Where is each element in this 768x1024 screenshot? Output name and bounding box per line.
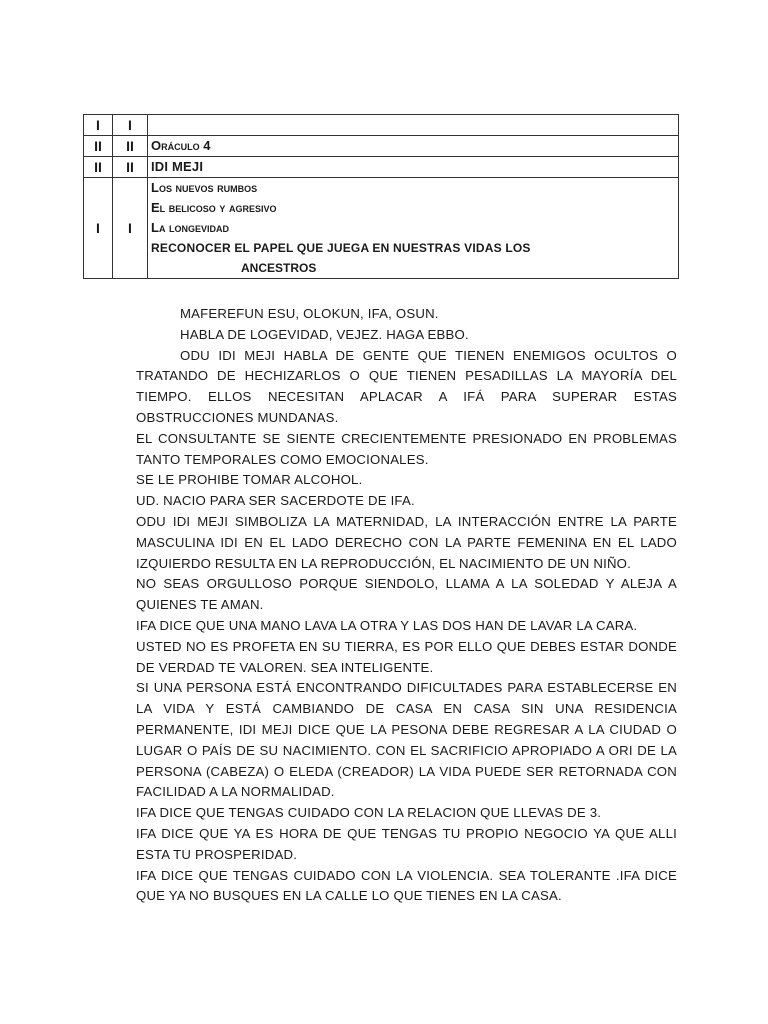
paragraph: EL CONSULTANTE SE SIENTE CRECIENTEMENTE PRESIONADO EN PROBLEMAS TANTO TEMPORALES COMO EMOCIONALES. [136,430,677,467]
mark-left: I [84,115,113,136]
row-text [148,115,679,136]
paragraph: NO SEAS ORGULLOSO PORQUE SIENDOLO, LLAMA A LA SOLEDAD Y ALEJA A QUIENES TE AMAN. [136,576,677,613]
oracle-number: Oráculo 4 [148,136,679,157]
mark-right: I [113,115,148,136]
theme-line: ANCESTROS [241,261,317,275]
paragraph: IFA DICE QUE TENGAS CUIDADO CON LA RELACION QUE LLEVAS DE 3. [136,805,602,821]
oracle-name: IDI MEJI [148,157,679,178]
theme-line: Los nuevos rumbos [151,180,258,195]
mark-right: II [113,136,148,157]
paragraph: ODU IDI MEJI HABLA DE GENTE QUE TIENEN ENEMIGOS OCULTOS O TRATANDO DE HECHIZARLOS O QUE TIENEN PESADILLAS LA MAYORÍA DEL TIEMPO. ELLOS NECESITAN APLACAR A IFÁ PARA SUPERAR ESTAS OBSTRUCCIONES MUNDANAS. [136,347,677,425]
theme-line: El belicoso y agresivo [151,200,277,215]
table-row [84,136,679,157]
paragraph: UD. NACIO PARA SER SACERDOTE DE IFA. [136,493,415,509]
paragraph: SI UNA PERSONA ESTÁ ENCONTRANDO DIFICULTADES PARA ESTABLECERSE EN LA VIDA Y ESTÁ CAMBIANDO DE CASA EN CASA SIN UNA RESIDENCIA PERMANENTE, IDI MEJI DICE QUE LA PESONA DEBE REGRESAR A LA CIUDAD O LUGAR O PAÍS DE SU NACIMIENTO. CON EL SACRIFICIO APROPIADO A ORI DE LA PERSONA (CABEZA) O ELEDA (CREADOR) LA VIDA PUEDE SER RETORNADA CON FACILIDAD A LA NORMALIDAD. [136,680,677,800]
paragraph: IFA DICE QUE TENGAS CUIDADO CON LA VIOLENCIA. SEA TOLERANTE .IFA DICE QUE YA NO BUSQUES EN LA CALLE LO QUE TIENES EN LA CASA. [136,867,677,904]
oracle-header-table [83,114,679,279]
paragraph: IFA DICE QUE YA ES HORA DE QUE TENGAS TU PROPIO NEGOCIO YA QUE ALLI ESTA TU PROSPERIDAD. [136,825,677,862]
mark-right: II [113,157,148,178]
paragraph: HABLA DE LOGEVIDAD, VEJEZ. HAGA EBBO. [180,326,469,342]
paragraph: ODU IDI MEJI SIMBOLIZA LA MATERNIDAD, LA INTERACCIÓN ENTRE LA PARTE MASCULINA IDI EN EL LADO DERECHO CON LA PARTE FEMENINA EN EL LADO IZQUIERDO RESULTA EN LA REPRODUCCIÓN, EL NACIMIENTO DE UN NIÑO. [136,513,677,571]
mark-left: I [84,178,113,279]
mark-left: II [84,136,113,157]
table-row [84,157,679,178]
theme-line: La longevidad [151,220,230,235]
mark-left: II [84,157,113,178]
oracle-themes [148,178,679,279]
table-row [84,178,679,279]
theme-line: RECONOCER EL PAPEL QUE JUEGA EN NUESTRAS VIDAS LOS [151,241,531,255]
paragraph: SE LE PROHIBE TOMAR ALCOHOL. [136,472,363,488]
body-text [136,304,677,907]
paragraph: USTED NO ES PROFETA EN SU TIERRA, ES POR ELLO QUE DEBES ESTAR DONDE DE VERDAD TE VALOREN. SEA INTELIGENTE. [136,638,677,675]
mark-right: I [113,178,148,279]
table-row [84,115,679,136]
paragraph: MAFEREFUN ESU, OLOKUN, IFA, OSUN. [180,306,439,321]
paragraph: IFA DICE QUE UNA MANO LAVA LA OTRA Y LAS DOS HAN DE LAVAR LA CARA. [136,617,638,633]
